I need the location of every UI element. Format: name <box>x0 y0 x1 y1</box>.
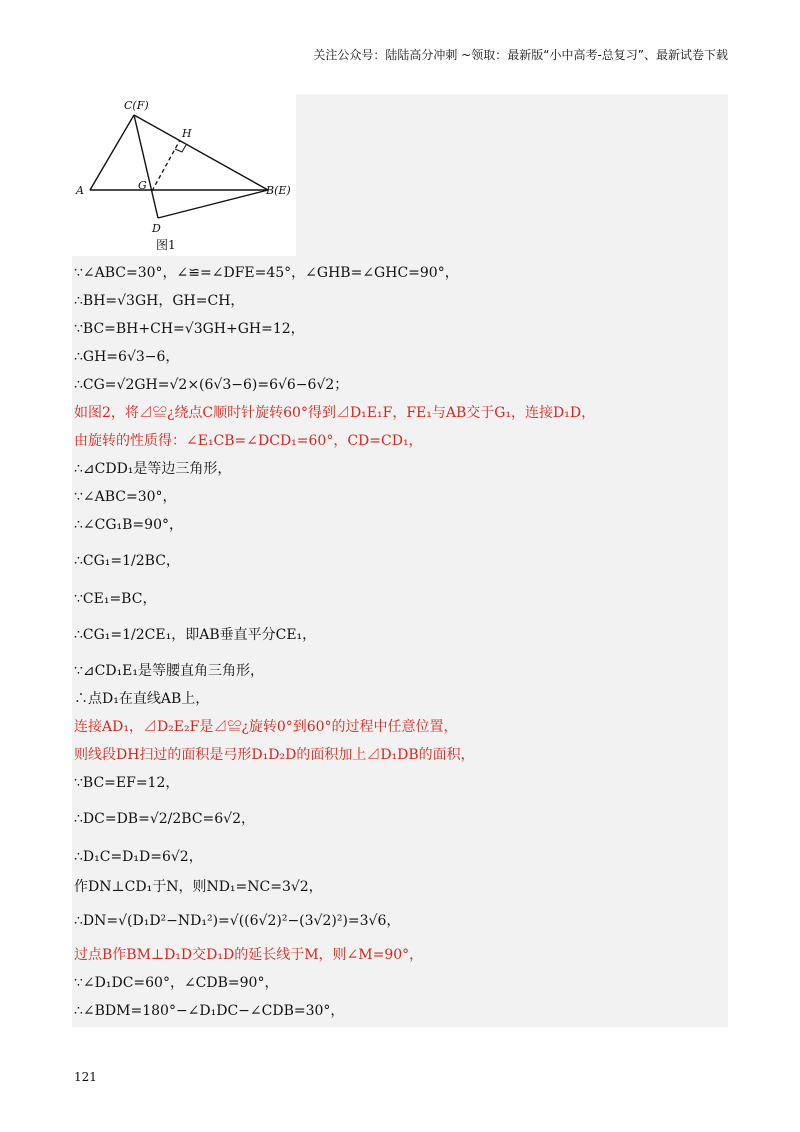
solution-line: 由旋转的性质得：∠E₁CB=∠DCD₁=60°，CD=CD₁， <box>74 433 423 449</box>
solution-line: ∵BC=EF=12， <box>74 775 180 791</box>
solution-line: ∵CE₁=BC， <box>74 591 157 607</box>
solution-line: 作DN⊥CD₁于N，则ND₁=NC=3√2， <box>74 879 323 895</box>
solution-line: ∵BC=BH+CH=√3GH+GH=12， <box>74 321 305 337</box>
figure-caption: 图1 <box>156 238 176 252</box>
segment-cb <box>134 115 268 190</box>
solution-line: ∵⊿CD₁E₁是等腰直角三角形， <box>74 663 265 679</box>
solution-line: ∴DC=DB=√2/2BC=6√2， <box>74 811 255 827</box>
solution-line: ∴CG₁=1/2CE₁，即AB垂直平分CE₁， <box>74 627 317 643</box>
label-a: A <box>76 184 84 197</box>
solution-line: ∴点D₁在直线AB上， <box>74 691 210 707</box>
solution-line: ∴GH=6√3−6， <box>74 349 180 365</box>
solution-line: ∴∠BDM=180°−∠D₁DC−∠CDB=30°， <box>74 1003 345 1019</box>
page-number: 121 <box>74 1070 97 1084</box>
solution-line: ∵∠D₁DC=60°，∠CDB=90°， <box>74 975 279 991</box>
solution-line: ∴D₁C=D₁D=6√2， <box>74 849 203 865</box>
label-d: D <box>152 222 161 235</box>
segment-gh <box>152 140 180 191</box>
solution-line: 如图2，将⊿≌¿绕点C顺时针旋转60°得到⊿D₁E₁F，FE₁与AB交于G₁，连接D₁D， <box>74 405 596 421</box>
label-be: B(E) <box>266 184 291 197</box>
solution-line: 过点B作BM⊥D₁D交D₁D的延长线于M，则∠M=90°， <box>74 947 424 963</box>
label-cf: C(F) <box>124 99 149 112</box>
label-g: G <box>138 179 147 192</box>
solution-line: 则线段DH扫过的面积是弓形D₁D₂D的面积加上⊿D₁DB的面积， <box>74 747 475 763</box>
label-h: H <box>182 127 192 140</box>
solution-line: ∵∠ABC=30°，∠≌=∠DFE=45°，∠GHB=∠GHC=90°， <box>74 265 459 281</box>
solution-line: ∴⊿CDD₁是等边三角形， <box>74 461 232 477</box>
page-header: 关注公众号：陆陆高分冲刺 ~领取：最新版“小中高考-总复习”、最新试卷下载 <box>313 48 728 62</box>
solution-line: ∴BH=√3GH，GH=CH， <box>74 293 245 309</box>
solution-line: 连接AD₁，⊿D₂E₂F是⊿≌¿旋转0°到60°的过程中任意位置， <box>74 719 458 735</box>
segment-ac <box>90 115 134 190</box>
solution-line: ∴CG=√2GH=√2×(6√3−6)=6√6−6√2； <box>74 377 349 393</box>
solution-line: ∴CG₁=1/2BC， <box>74 553 180 569</box>
segment-db <box>158 190 268 218</box>
solution-line: ∴∠CG₁B=90°， <box>74 517 183 533</box>
solution-line: ∴DN=√(D₁D²−ND₁²)=√((6√2)²−(3√2)²)=3√6， <box>74 913 401 929</box>
segment-cd <box>134 115 158 218</box>
solution-line: ∵∠ABC=30°， <box>74 489 177 505</box>
geometry-figure <box>72 94 296 256</box>
